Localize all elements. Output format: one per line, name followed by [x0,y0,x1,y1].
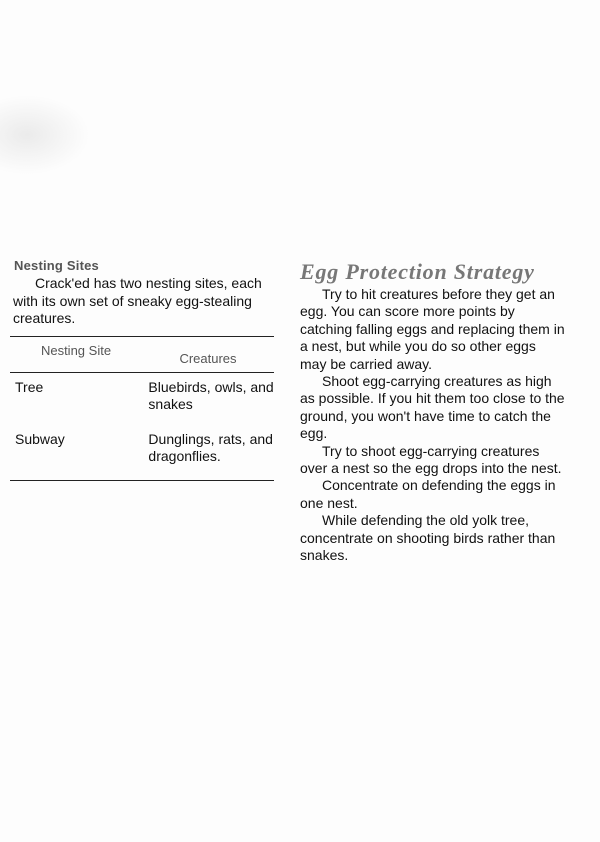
strategy-title: Egg Protection Strategy [300,259,535,284]
table-header [10,337,274,373]
paper-speckle [0,95,90,175]
header-nesting-site: Nesting Site [40,342,112,358]
strategy-paragraph: Shoot egg-carrying creatures as high as possible. If you hit them too close to the ground, you won't have time to catch the egg. [300,373,565,442]
strategy-paragraph: Concentrate on defending the eggs in one nest. [300,477,556,511]
table-body [10,373,274,480]
strategy-paragraph: Try to hit creatures before they get an egg. You can score more points by catching falling eggs and replacing them in a nest, but while you do so other eggs may be carried away. [300,286,565,372]
header-creatures: Creatures [179,350,237,366]
table-row [10,379,274,414]
strategy-paragraph: While defending the old yolk tree, concentrate on shooting birds rather than snakes. [300,512,556,564]
nesting-sites-intro: Crack'ed has two nesting sites, each with its own set of sneaky egg-stealing creatures. [13,275,262,326]
cell-site: Subway [15,430,65,447]
strategy-paragraph: Try to shoot egg-carrying creatures over a nest so the egg drops into the nest. [300,442,562,477]
nesting-sites-section [10,258,274,481]
nesting-sites-heading: Nesting Sites [14,258,99,273]
table-row [10,431,274,466]
egg-protection-section [300,260,565,565]
cell-site: Tree [15,378,44,395]
cell-creatures: Dunglings, rats, and dragonflies. [148,430,273,464]
cell-creatures: Bluebirds, owls, and snakes [148,378,274,412]
nesting-sites-table [10,336,274,481]
